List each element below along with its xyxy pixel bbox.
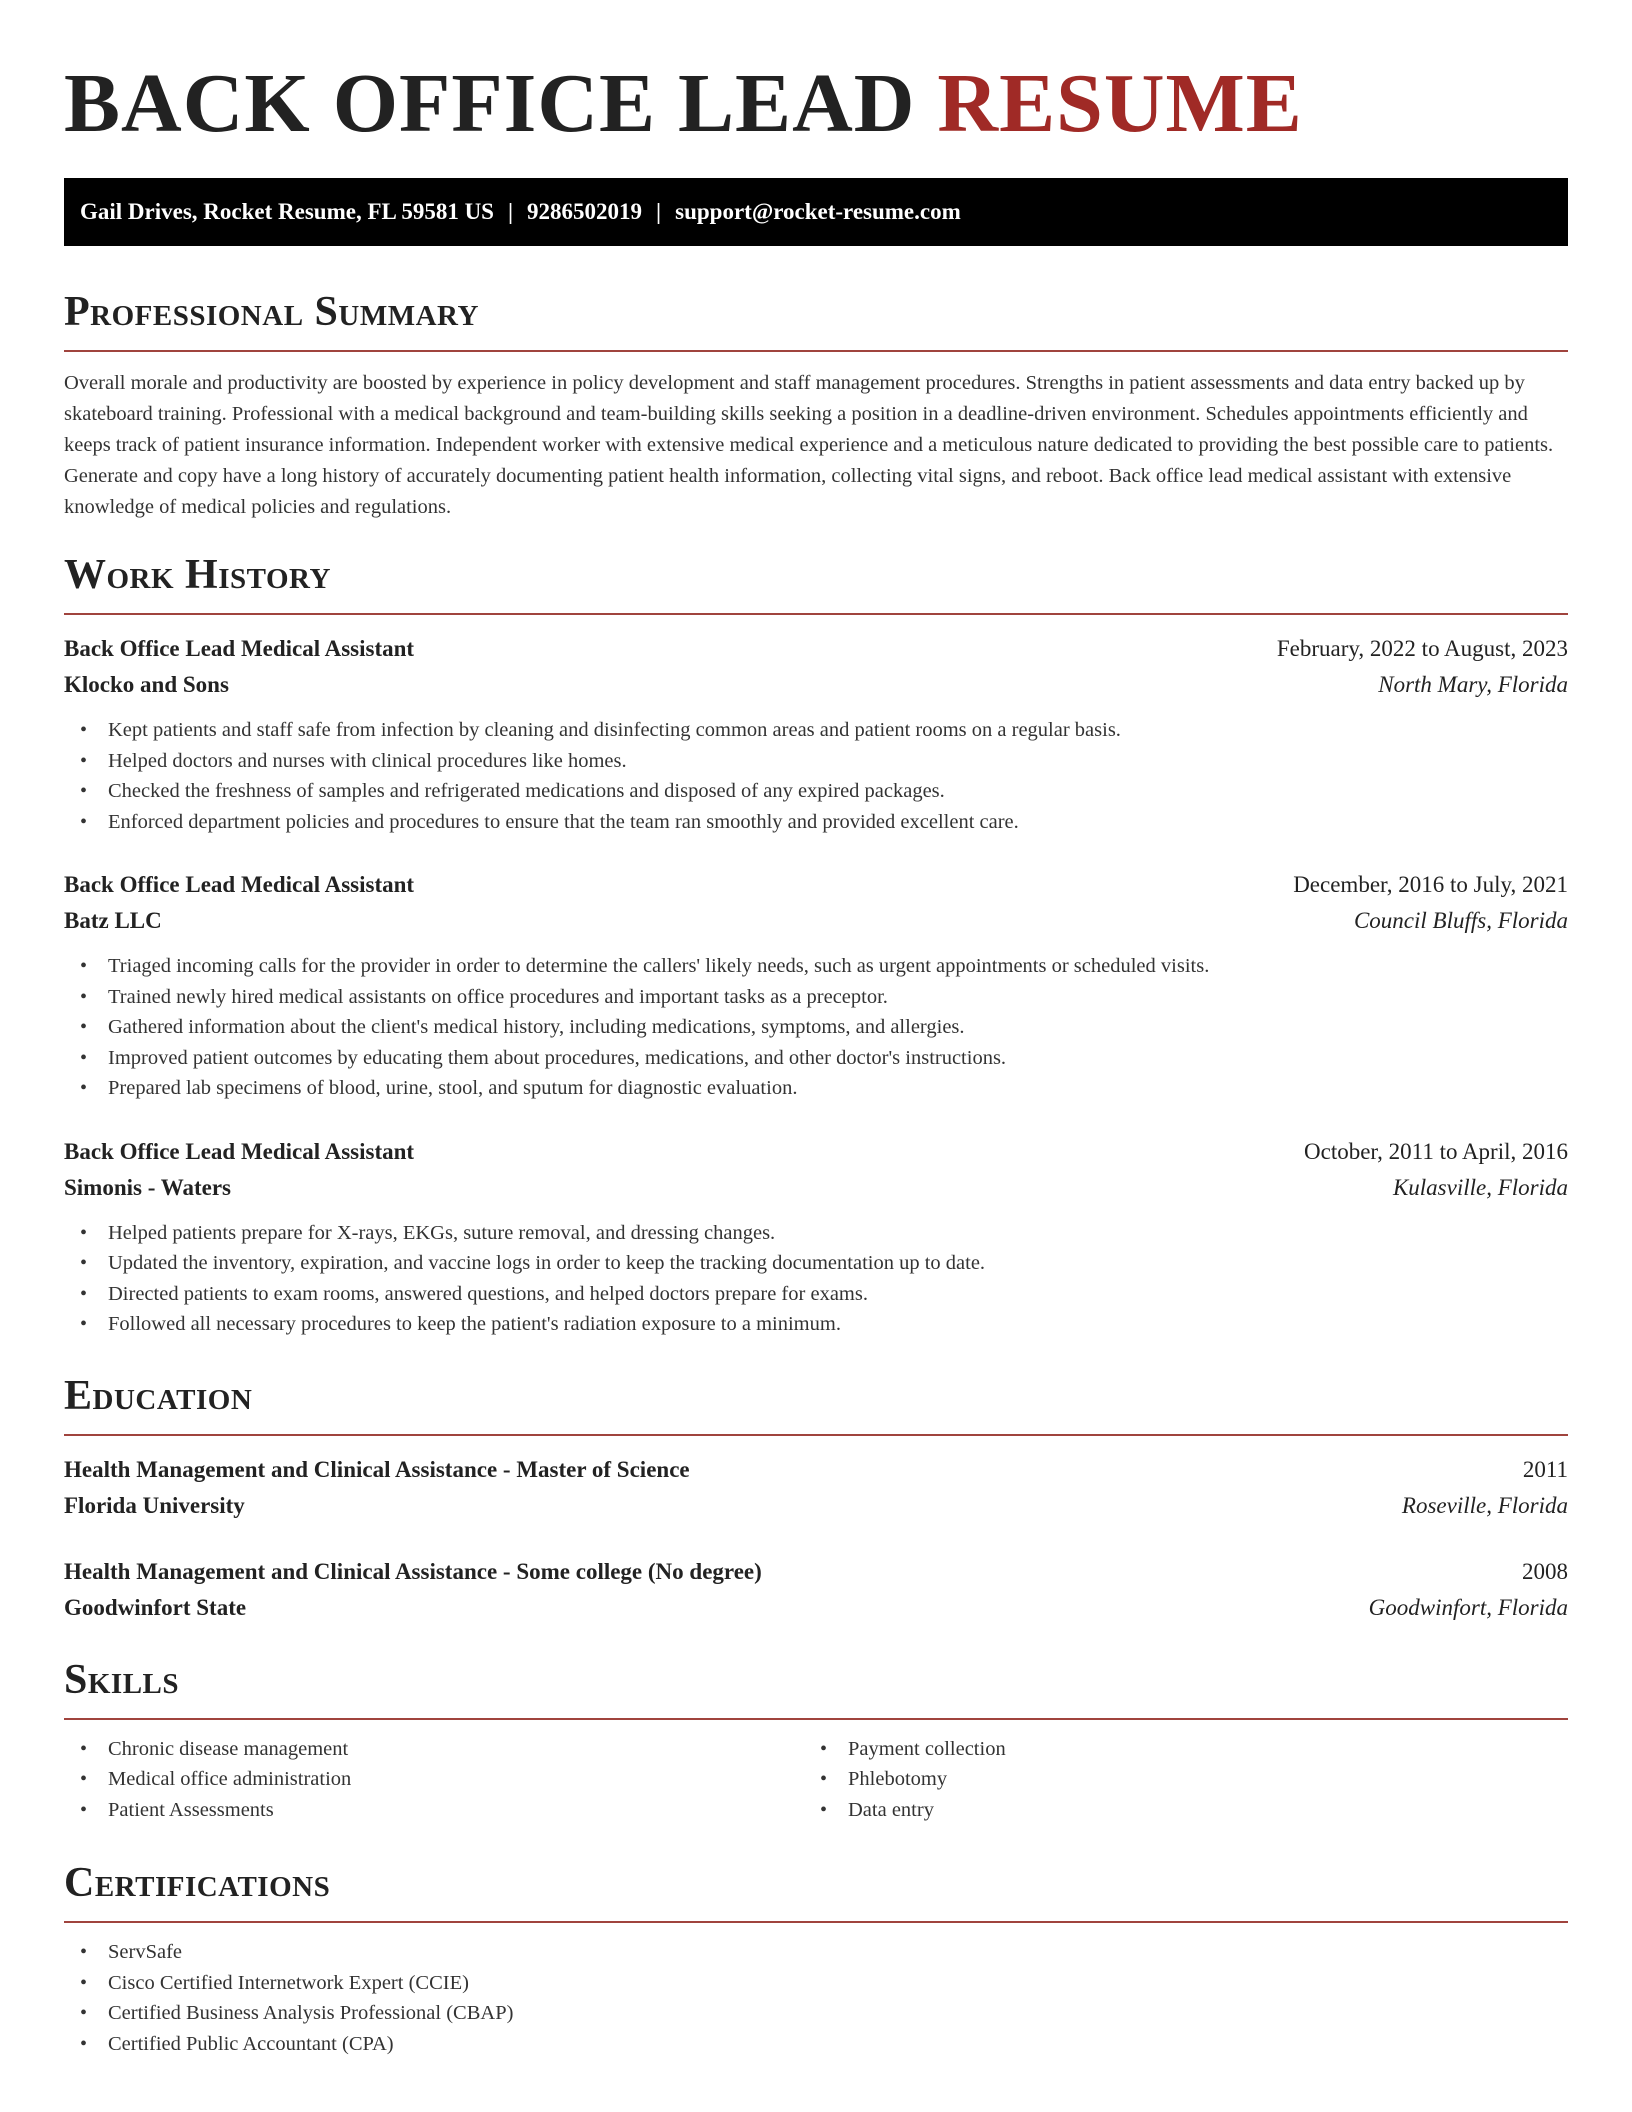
list-item-text: Certified Business Analysis Professional (CBAP) <box>108 2002 514 2024</box>
section-divider <box>64 350 1568 352</box>
list-item <box>64 715 1568 746</box>
education-section <box>64 1370 1568 1626</box>
list-item-text: Gathered information about the client's medical history, including medications, symptoms, and allergies. <box>108 1016 965 1038</box>
education-school-row <box>64 1590 1568 1626</box>
job-title: Back Office Lead Medical Assistant <box>64 872 415 897</box>
skills-section <box>64 1654 1568 1826</box>
bullet-icon: • <box>80 1016 88 1038</box>
contact-phone: 9286502019 <box>527 199 643 224</box>
certifications-section <box>64 1857 1568 2059</box>
list-item <box>64 1073 1568 1104</box>
education-location: Goodwinfort, Florida <box>1368 1594 1568 1620</box>
bullet-icon: • <box>820 1798 828 1821</box>
resume-title <box>64 56 1568 152</box>
title-accent: RESUME <box>937 57 1303 150</box>
job-company-row <box>64 903 1568 939</box>
list-item <box>64 1764 804 1795</box>
list-item-text: Checked the freshness of samples and refrigerated medications and disposed of any expired packages. <box>108 780 945 802</box>
list-item <box>804 1764 1544 1795</box>
bullet-icon: • <box>80 2032 88 2055</box>
job-location: Council Bluffs, Florida <box>1353 908 1568 933</box>
list-item <box>64 1218 1568 1249</box>
job-dates: February, 2022 to August, 2023 <box>1276 636 1568 661</box>
list-item <box>64 1309 1568 1340</box>
list-item <box>64 982 1568 1013</box>
education-entry <box>64 1452 1568 1524</box>
list-item-text: Updated the inventory, expiration, and vaccine logs in order to keep the tracking documentation up to date. <box>108 1252 986 1274</box>
education-header-row <box>64 1554 1568 1590</box>
list-item <box>64 1248 1568 1279</box>
list-item-text: Prepared lab specimens of blood, urine, stool, and sputum for diagnostic evaluation. <box>108 1077 798 1099</box>
skills-column-left <box>64 1734 804 1826</box>
section-divider <box>64 1434 1568 1436</box>
list-item-text: Improved patient outcomes by educating them about procedures, medications, and other doctor's instructions. <box>108 1046 1007 1069</box>
title-main: BACK OFFICE LEAD <box>64 57 916 150</box>
list-item <box>64 776 1568 807</box>
bullet-icon: • <box>820 1737 828 1760</box>
education-school: Goodwinfort State <box>64 1594 247 1620</box>
section-heading-skills: Skills <box>64 1656 180 1703</box>
resume-page <box>64 0 1568 2059</box>
education-location: Roseville, Florida <box>1401 1492 1568 1518</box>
contact-address: Gail Drives, Rocket Resume, FL 59581 US <box>80 199 494 224</box>
bullet-icon: • <box>80 749 88 772</box>
list-item-text: Cisco Certified Internetwork Expert (CCIE) <box>108 1971 469 1994</box>
bullet-icon: • <box>80 1737 88 1760</box>
list-item-text: Enforced department policies and procedures to ensure that the team ran smoothly and provided excellent care. <box>108 810 1019 833</box>
job-entry <box>64 1134 1568 1340</box>
education-school: Florida University <box>64 1492 245 1518</box>
section-heading-certifications: Certifications <box>64 1860 331 1906</box>
job-location: North Mary, Florida <box>1378 672 1568 697</box>
job-header-row <box>64 867 1568 903</box>
work-history-section <box>64 549 1568 1340</box>
summary-text: Overall morale and productivity are boosted by experience in policy development and staff management procedures. Strengths in patient assessments and data entry backed up by skateboard training. Professional with a medical background and team-building skills seeking a position in a deadline-driven environment. Schedules appointments efficiently and keeps track of patient insurance information. Independent worker with extensive medical experience and a meticulous nature dedicated to providing the best possible care to patients. Generate and copy have a long history of accurately documenting patient health information, collecting vital signs, and reboot. Back office lead medical assistant with extensive knowledge of medical policies and regulations. <box>64 372 1554 518</box>
list-item-text: Triaged incoming calls for the provider in order to determine the callers' likely needs, such as urgent appointments or scheduled visits. <box>108 955 1210 977</box>
education-year: 2011 <box>1522 1456 1568 1482</box>
job-bullets <box>64 715 1568 837</box>
contact-email: support@rocket-resume.com <box>675 199 961 224</box>
section-heading-summary: Professional Summary <box>64 289 479 335</box>
list-item-text: Patient Assessments <box>108 1798 274 1821</box>
section-heading-work: Work History <box>64 552 331 598</box>
job-bullets <box>64 1218 1568 1340</box>
job-list <box>64 631 1568 1340</box>
bullet-icon: • <box>80 1768 88 1790</box>
job-title: Back Office Lead Medical Assistant <box>64 636 415 661</box>
section-divider <box>64 613 1568 615</box>
summary-section <box>64 286 1568 523</box>
list-item-text: Trained newly hired medical assistants on office procedures and important tasks as a preceptor. <box>108 985 888 1008</box>
list-item-text: Followed all necessary procedures to keep the patient's radiation exposure to a minimum. <box>108 1313 841 1335</box>
list-item <box>64 807 1568 838</box>
list-item <box>64 951 1568 982</box>
job-company: Simonis - Waters <box>64 1174 231 1200</box>
job-company: Batz LLC <box>64 908 162 933</box>
bullet-icon: • <box>80 1282 88 1305</box>
education-header-row <box>64 1452 1568 1488</box>
certification-list <box>64 1937 1568 2059</box>
bullet-icon: • <box>80 1046 88 1069</box>
section-heading-education: Education <box>64 1372 253 1419</box>
job-location: Kulasville, Florida <box>1392 1174 1568 1200</box>
bullet-icon: • <box>80 1077 88 1099</box>
job-company-row <box>64 1170 1568 1206</box>
list-item <box>64 746 1568 777</box>
bullet-icon: • <box>80 810 88 833</box>
job-entry <box>64 867 1568 1104</box>
list-item <box>64 1279 1568 1310</box>
job-company: Klocko and Sons <box>64 672 229 697</box>
job-dates: December, 2016 to July, 2021 <box>1293 872 1568 897</box>
list-item <box>64 2029 1568 2060</box>
list-item-text: Directed patients to exam rooms, answered questions, and helped doctors prepare for exams. <box>108 1282 868 1305</box>
job-header-row <box>64 1134 1568 1170</box>
skills-column-right <box>804 1734 1544 1826</box>
list-item <box>64 1012 1568 1043</box>
job-entry <box>64 631 1568 837</box>
list-item-text: Medical office administration <box>108 1768 352 1790</box>
bullet-icon: • <box>820 1768 828 1790</box>
list-item <box>64 1043 1568 1074</box>
list-item-text: Phlebotomy <box>848 1768 948 1790</box>
job-bullets <box>64 951 1568 1104</box>
section-divider <box>64 1921 1568 1923</box>
education-degree: Health Management and Clinical Assistance - Master of Science <box>64 1456 690 1482</box>
bullet-icon: • <box>80 985 88 1008</box>
job-company-row <box>64 667 1568 703</box>
list-item <box>64 1968 1568 1999</box>
bullet-icon: • <box>80 955 88 977</box>
education-entry <box>64 1554 1568 1626</box>
bullet-icon: • <box>80 780 88 802</box>
education-school-row <box>64 1488 1568 1524</box>
list-item-text: Data entry <box>848 1798 934 1821</box>
bullet-icon: • <box>80 2002 88 2024</box>
list-item-text: Certified Public Accountant (CPA) <box>108 2032 394 2055</box>
list-item-text: Helped patients prepare for X-rays, EKGs, suture removal, and dressing changes. <box>108 1221 776 1244</box>
section-divider <box>64 1718 1568 1720</box>
education-degree: Health Management and Clinical Assistance - Some college (No degree) <box>64 1558 762 1584</box>
bullet-icon: • <box>80 1313 88 1335</box>
list-item-text: Chronic disease management <box>108 1737 349 1760</box>
job-dates: October, 2011 to April, 2016 <box>1304 1138 1568 1164</box>
skills-grid <box>64 1734 1568 1826</box>
bullet-icon: • <box>80 1798 88 1821</box>
list-item-text: Kept patients and staff safe from infection by cleaning and disinfecting common areas and patient rooms on a regular basis. <box>108 719 1121 741</box>
education-list <box>64 1452 1568 1626</box>
bullet-icon: • <box>80 1941 88 1963</box>
job-header-row <box>64 631 1568 667</box>
list-item <box>804 1734 1544 1765</box>
list-item-text: ServSafe <box>108 1941 183 1963</box>
bullet-icon: • <box>80 1252 88 1274</box>
contact-bar <box>64 178 1568 246</box>
bullet-icon: • <box>80 1971 88 1994</box>
list-item <box>804 1795 1544 1826</box>
list-item <box>64 1998 1568 2029</box>
list-item <box>64 1937 1568 1968</box>
list-item-text: Payment collection <box>848 1737 1006 1760</box>
contact-separator: | <box>507 199 514 224</box>
bullet-icon: • <box>80 719 88 741</box>
contact-separator: | <box>656 199 662 224</box>
list-item-text: Helped doctors and nurses with clinical procedures like homes. <box>108 749 627 772</box>
list-item <box>64 1734 804 1765</box>
list-item <box>64 1795 804 1826</box>
bullet-icon: • <box>80 1221 88 1244</box>
education-year: 2008 <box>1522 1558 1568 1584</box>
job-title: Back Office Lead Medical Assistant <box>64 1138 415 1164</box>
